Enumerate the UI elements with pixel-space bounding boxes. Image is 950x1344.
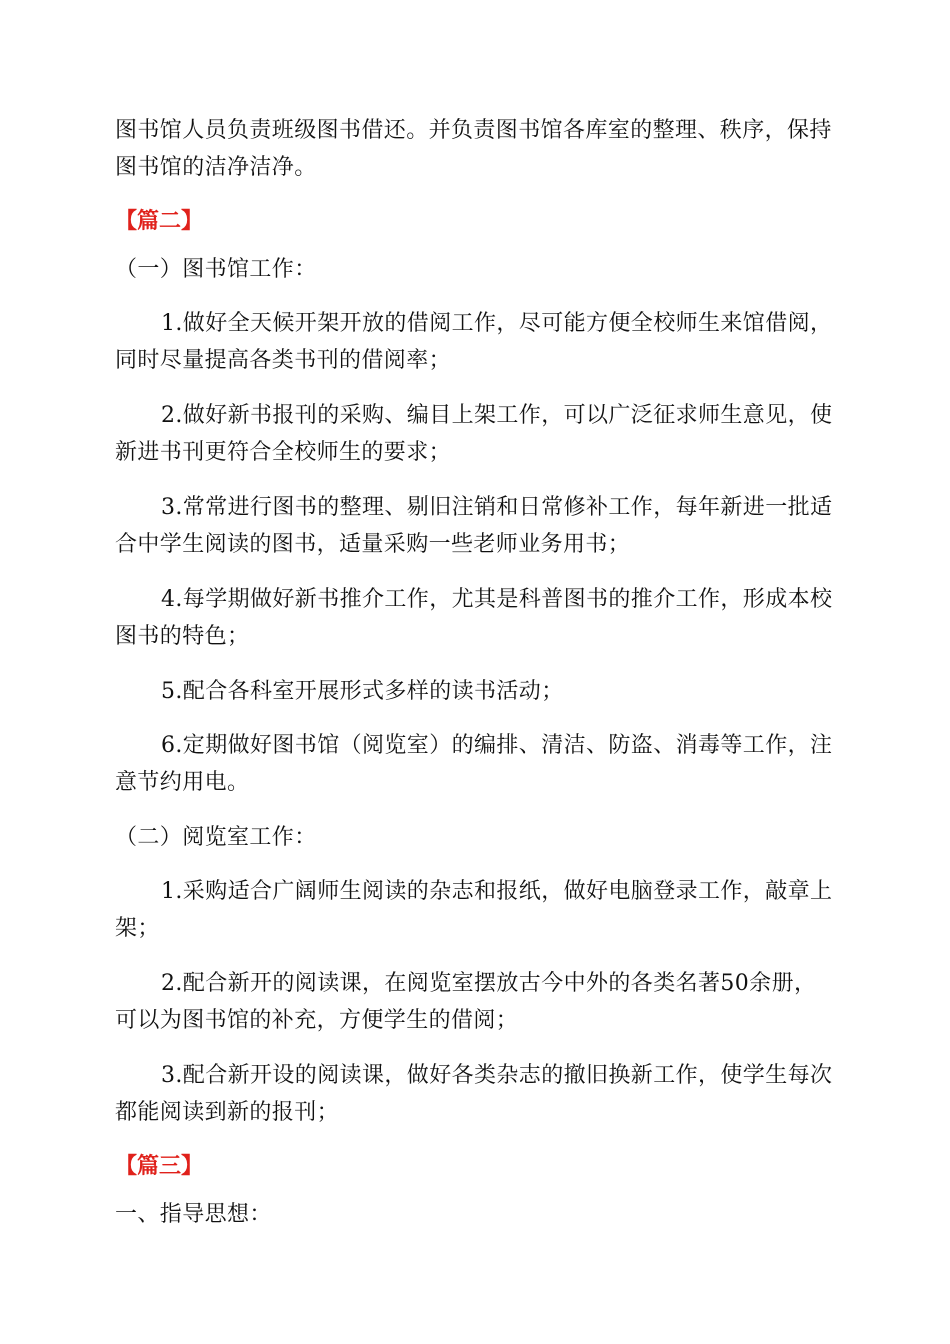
intro-paragraph: 图书馆人员负责班级图书借还。并负责图书馆各库室的整理、秩序，保持图书馆的洁净洁净。 <box>115 118 832 180</box>
reading-item-3: 3.配合新开设的阅读课，做好各类杂志的撤旧换新工作，使学生每次都能阅读到新的报刊； <box>115 1063 833 1125</box>
guiding-thought-heading: 一、指导思想： <box>115 1202 272 1227</box>
library-item-3: 3.常常进行图书的整理、剔旧注销和日常修补工作，每年新进一批适合中学生阅读的图书，适量采购一些老师业务用书； <box>115 495 833 557</box>
library-item-1: 1.做好全天候开架开放的借阅工作，尽可能方便全校师生来馆借阅，同时尽量提高各类书刊的借阅率； <box>115 311 833 373</box>
section-3-title: 【篇三】 <box>115 1154 204 1179</box>
reading-room-heading: （二）阅览室工作： <box>115 825 317 850</box>
section-2-title: 【篇二】 <box>115 209 204 234</box>
library-item-4: 4.每学期做好新书推介工作，尤其是科普图书的推介工作，形成本校图书的特色； <box>115 587 833 649</box>
reading-item-2: 2.配合新开的阅读课，在阅览室摆放古今中外的各类名著50余册，可以为图书馆的补充，方便学生的借阅； <box>115 971 817 1033</box>
library-item-6: 6.定期做好图书馆（阅览室）的编排、清洁、防盗、消毒等工作，注意节约用电。 <box>115 733 833 795</box>
library-item-2: 2.做好新书报刊的采购、编目上架工作，可以广泛征求师生意见，使新进书刊更符合全校师生的要求； <box>115 403 833 465</box>
reading-item-1: 1.采购适合广阔师生阅读的杂志和报纸，做好电脑登录工作，敲章上架； <box>115 879 833 941</box>
library-item-5: 5.配合各科室开展形式多样的读书活动； <box>161 679 564 704</box>
library-work-heading: （一）图书馆工作： <box>115 257 317 282</box>
